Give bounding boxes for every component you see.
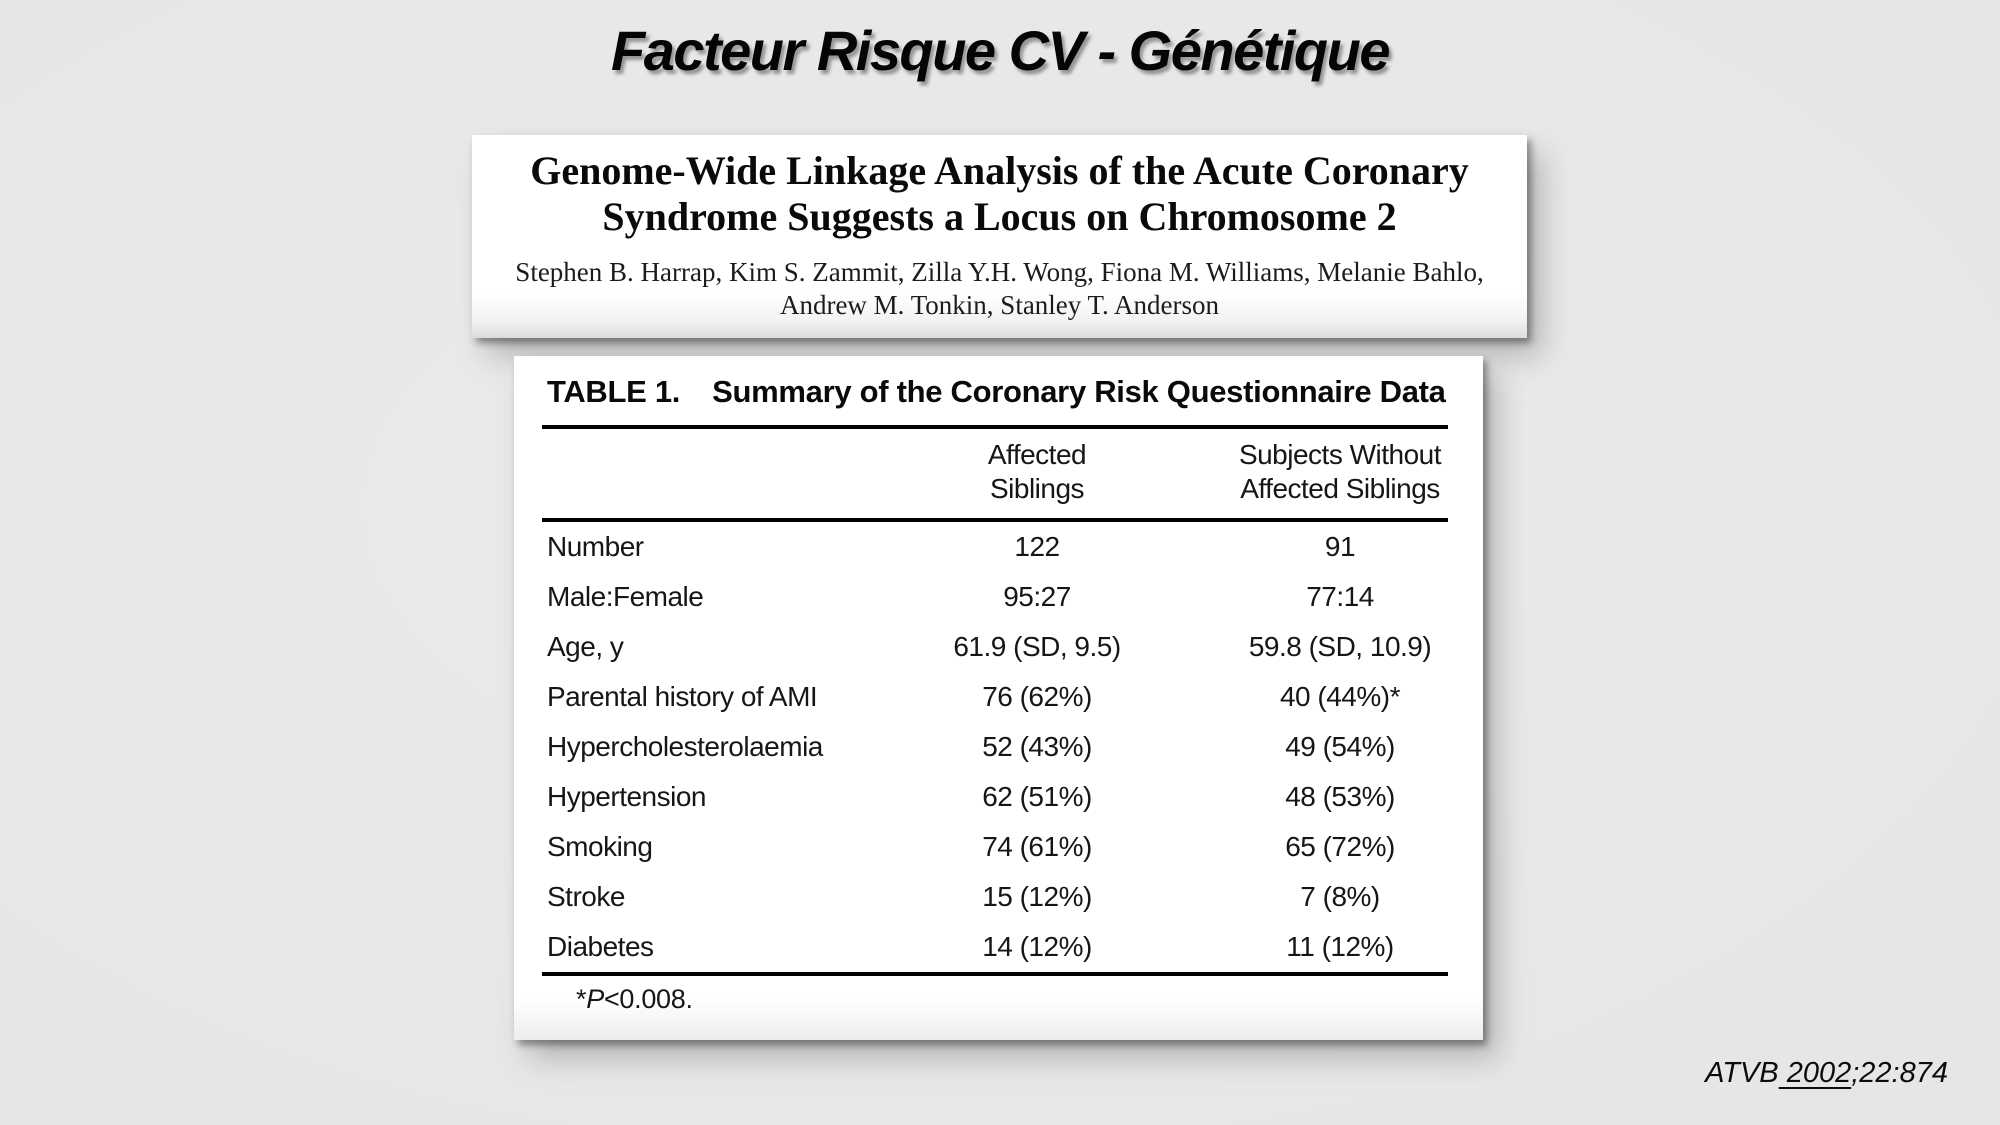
table-row xyxy=(542,922,1448,972)
column-header-without-line-1: Subjects Without xyxy=(1238,439,1442,470)
row-label: Stroke xyxy=(547,881,625,912)
affected-value: 61.9 (SD, 9.5) xyxy=(953,631,1121,662)
without-value: 91 xyxy=(1324,531,1356,562)
without-value: 48 (53%) xyxy=(1285,781,1395,812)
paper-header-panel xyxy=(472,135,1527,338)
table-header-row xyxy=(542,429,1448,518)
affected-value: 52 (43%) xyxy=(982,731,1092,762)
without-value: 49 (54%) xyxy=(1285,731,1395,762)
without-value: 11 (12%) xyxy=(1286,931,1394,962)
affected-value: 95:27 xyxy=(1003,581,1071,612)
without-value: 40 (44%)* xyxy=(1279,681,1400,712)
table-row xyxy=(542,572,1448,622)
risk-table xyxy=(514,356,1483,1015)
column-header-affected-line-2: Siblings xyxy=(989,473,1085,504)
without-value: 65 (72%) xyxy=(1285,831,1395,862)
column-header-without-line-2: Affected Siblings xyxy=(1240,473,1440,504)
affected-value: 62 (51%) xyxy=(982,781,1092,812)
table-row xyxy=(542,822,1448,872)
footnote-p-symbol: P xyxy=(586,984,604,1014)
table-caption xyxy=(542,374,1448,410)
table-row xyxy=(542,872,1448,922)
table-row xyxy=(542,522,1448,572)
row-label: Number xyxy=(547,531,644,562)
column-header-affected-siblings xyxy=(842,438,1232,506)
column-header-without-siblings xyxy=(1232,438,1448,506)
risk-table-panel xyxy=(514,356,1483,1040)
column-header-affected-line-1: Affected xyxy=(987,439,1087,470)
row-label: Parental history of AMI xyxy=(547,681,818,712)
table-caption-title: Summary of the Coronary Risk Questionnaire Data xyxy=(712,374,1446,409)
affected-value: 14 (12%) xyxy=(982,931,1092,962)
row-label: Age, y xyxy=(547,631,624,662)
row-label: Diabetes xyxy=(547,931,654,962)
table-row xyxy=(542,622,1448,672)
paper-title xyxy=(472,135,1527,240)
without-value: 59.8 (SD, 10.9) xyxy=(1248,631,1432,662)
paper-title-line-1: Genome-Wide Linkage Analysis of the Acute Coronary xyxy=(530,148,1469,193)
footnote-marker: * xyxy=(576,984,587,1014)
affected-value: 74 (61%) xyxy=(982,831,1092,862)
affected-value: 15 (12%) xyxy=(982,881,1092,912)
paper-authors xyxy=(472,256,1527,322)
table-row xyxy=(542,672,1448,722)
paper-title-line-2: Syndrome Suggests a Locus on Chromosome 2 xyxy=(602,194,1397,239)
row-label: Male:Female xyxy=(547,581,704,612)
citation-year: 2002 xyxy=(1778,1057,1852,1089)
table-row xyxy=(542,722,1448,772)
without-value: 7 (8%) xyxy=(1300,881,1380,912)
slide-title: Facteur Risque CV - Génétique xyxy=(611,19,1389,82)
row-label: Hypercholesterolaemia xyxy=(547,731,823,762)
table-body xyxy=(542,522,1448,972)
citation-journal: ATVB xyxy=(1705,1057,1779,1089)
affected-value: 76 (62%) xyxy=(982,681,1092,712)
paper-authors-line-2: Andrew M. Tonkin, Stanley T. Anderson xyxy=(779,290,1220,320)
row-label: Hypertension xyxy=(547,781,706,812)
paper-authors-line-1: Stephen B. Harrap, Kim S. Zammit, Zilla Y.H. Wong, Fiona M. Williams, Melanie Bahlo, xyxy=(515,257,1484,287)
journal-citation xyxy=(1705,1057,1948,1090)
row-label: Smoking xyxy=(547,831,653,862)
table-footnote xyxy=(542,976,1448,1015)
affected-value: 122 xyxy=(1014,531,1060,562)
without-value: 77:14 xyxy=(1306,581,1374,612)
footnote-text: <0.008. xyxy=(603,984,693,1014)
header-spacer xyxy=(542,438,842,506)
table-caption-label: TABLE 1. xyxy=(547,374,681,409)
citation-suffix: ;22:874 xyxy=(1851,1057,1948,1089)
table-row xyxy=(542,772,1448,822)
